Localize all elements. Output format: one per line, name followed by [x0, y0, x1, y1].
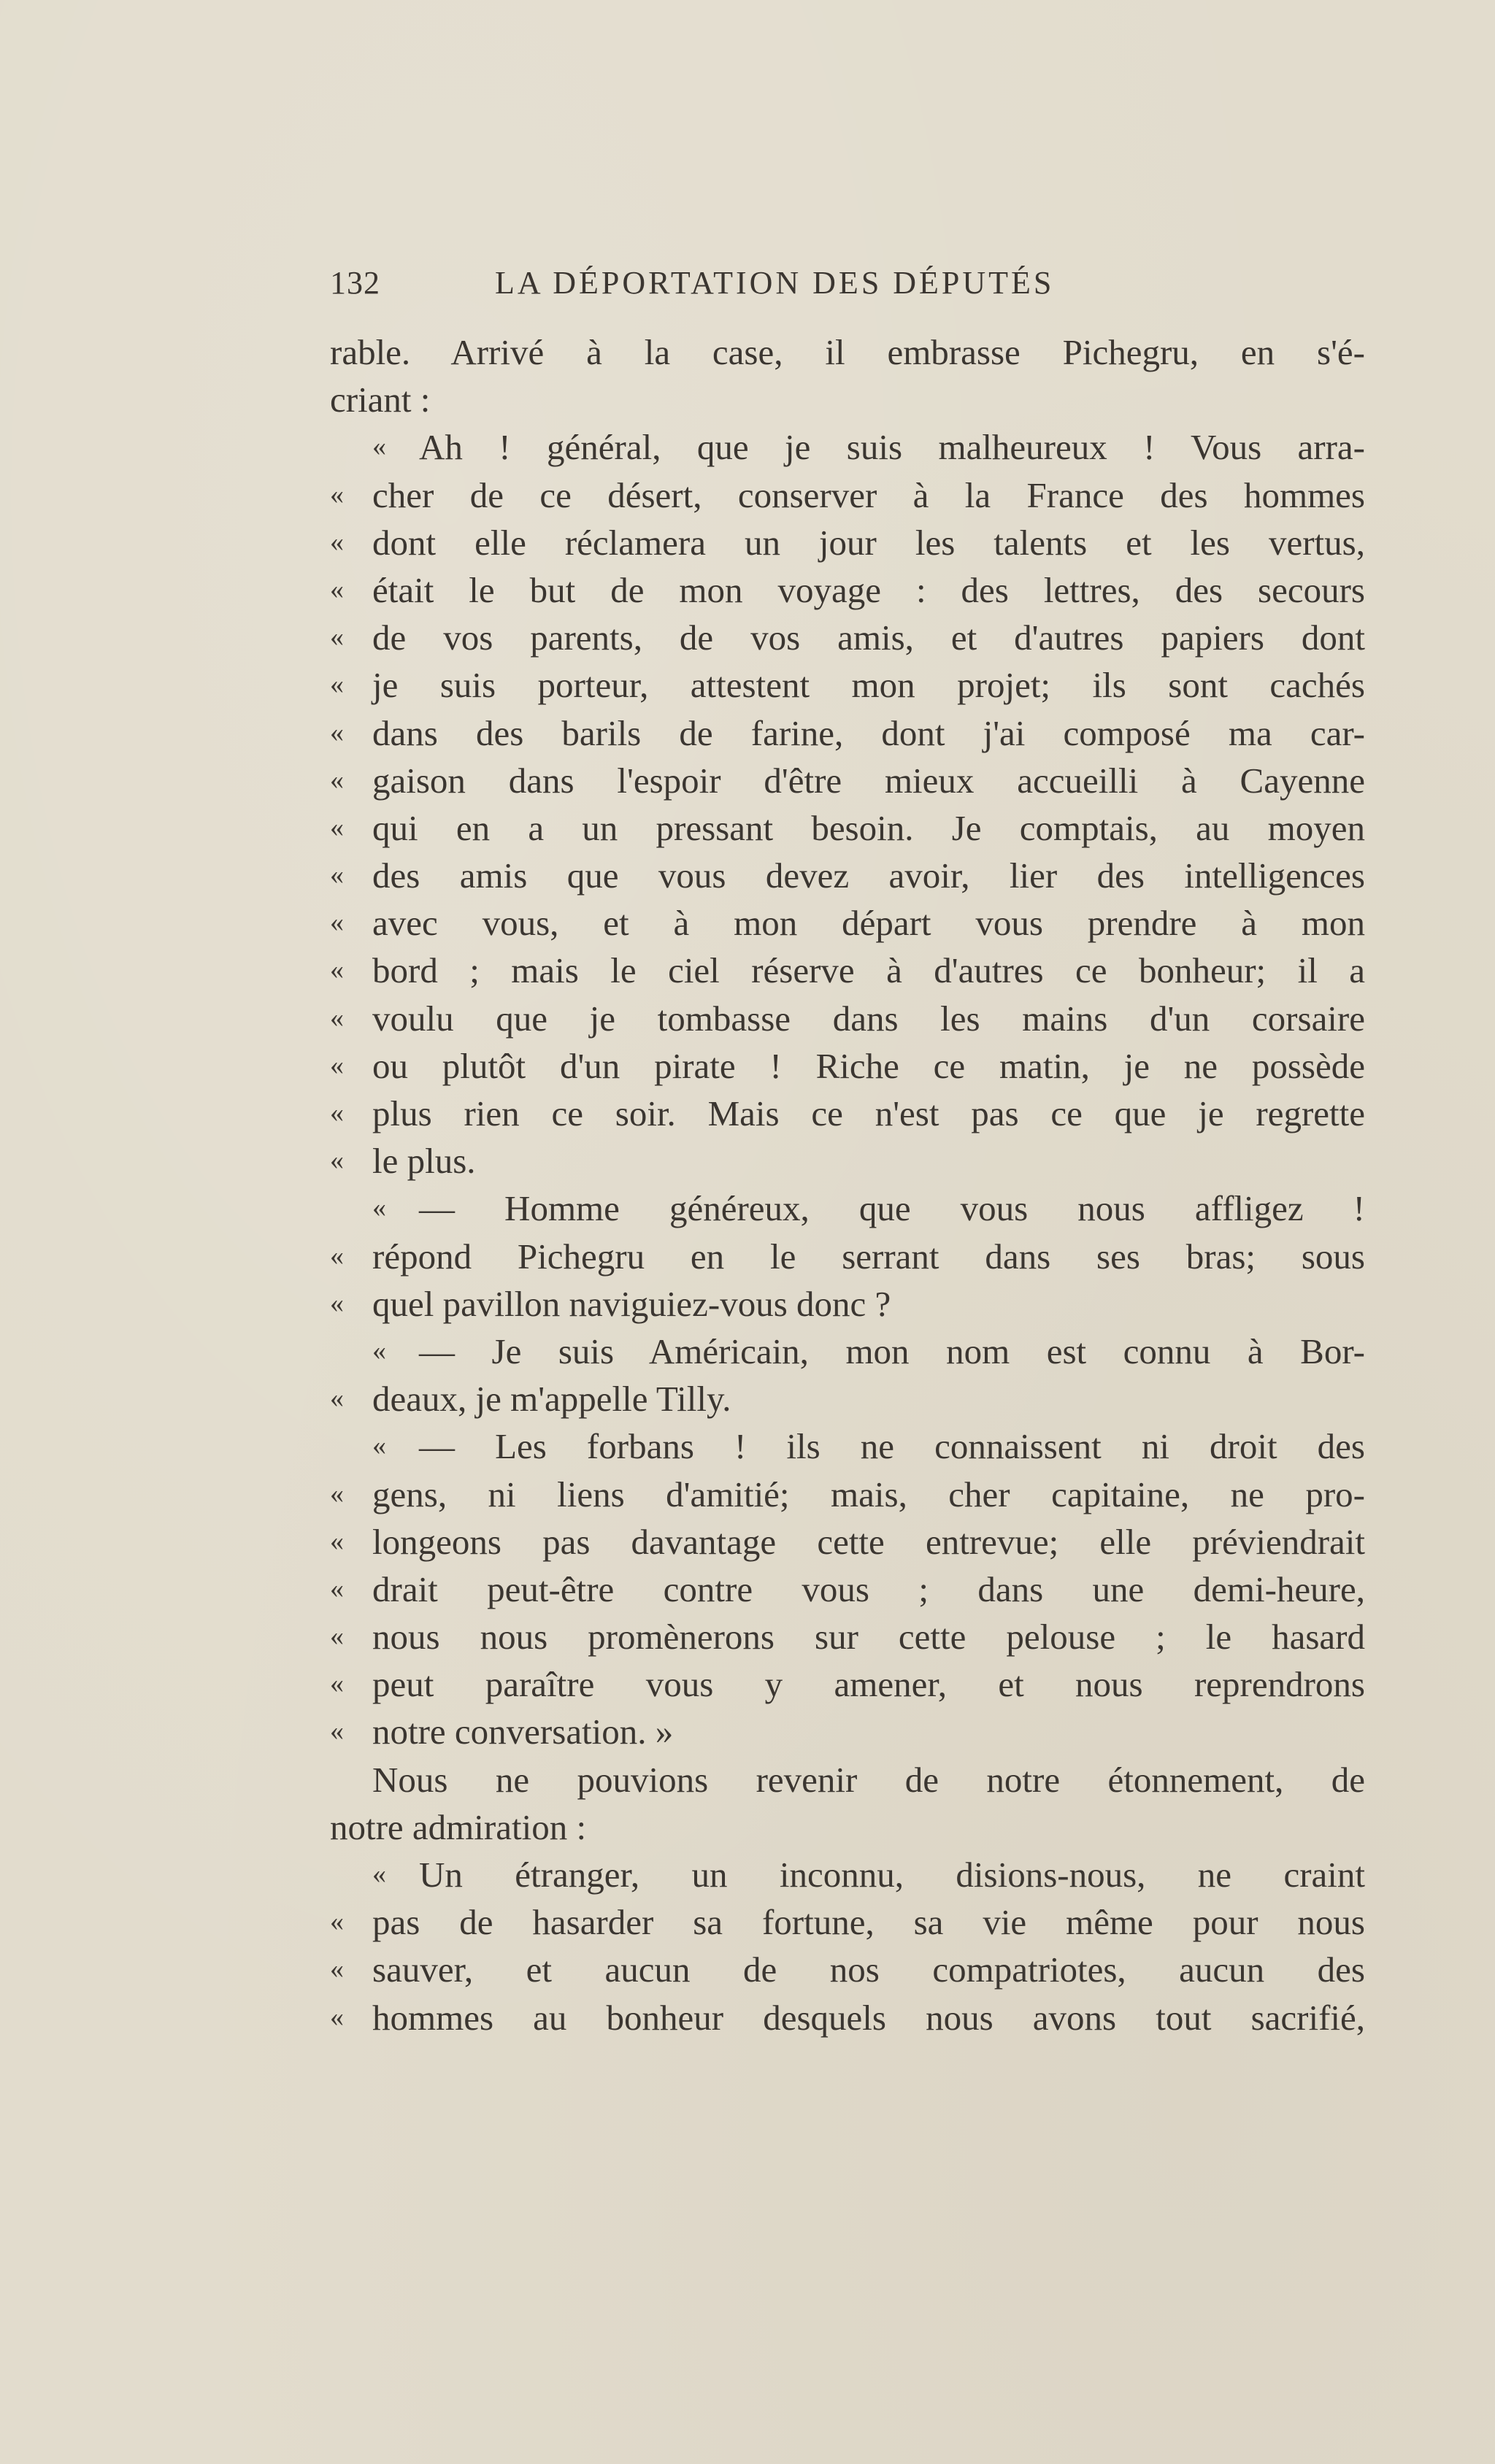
quote-marker: « — [330, 622, 344, 653]
quote-marker: « — [330, 1573, 344, 1604]
quote-marker: « — [330, 1906, 344, 1938]
text-line — [330, 1090, 1365, 1137]
text-line — [330, 1803, 1365, 1851]
line-text: gens, ni liens d'amitié; mais, cher capitaine, ne pro- — [372, 1474, 1365, 1514]
quote-marker: « — [330, 1240, 344, 1271]
line-text: notre admiration : — [330, 1806, 587, 1847]
quote-marker: « — [330, 955, 344, 986]
line-text: était le but de mon voyage : des lettres, des secours — [372, 569, 1365, 610]
page-number: 132 — [330, 265, 380, 301]
quote-marker: « — [372, 1859, 386, 1890]
text-line — [330, 614, 1365, 661]
text-line — [330, 852, 1365, 899]
line-text: dont elle réclamera un jour les talents et les vertus, — [372, 522, 1365, 563]
quote-marker: « — [330, 1478, 344, 1509]
line-text: qui en a un pressant besoin. Je comptais, au moyen — [372, 807, 1365, 848]
text-line — [330, 423, 1365, 471]
line-text: ou plutôt d'un pirate ! Riche ce matin, je ne possède — [372, 1045, 1365, 1086]
text-line — [330, 1660, 1365, 1708]
quote-marker: « — [372, 1335, 386, 1366]
line-text: le plus. — [372, 1141, 476, 1182]
quote-marker: « — [330, 1668, 344, 1700]
quote-marker: « — [330, 1145, 344, 1177]
text-line — [330, 709, 1365, 757]
line-text: Nous ne pouvions revenir de notre étonnement, de — [372, 1759, 1365, 1800]
text-line — [330, 1375, 1365, 1422]
text-line — [330, 566, 1365, 614]
body-text — [330, 328, 1365, 2041]
quote-marker: « — [372, 431, 386, 463]
line-text: avec vous, et à mon départ vous prendre à mon — [372, 903, 1365, 944]
text-line — [330, 804, 1365, 852]
quote-marker: « — [330, 1098, 344, 1128]
quote-marker: « — [330, 479, 344, 510]
line-text: peut paraître vous y amener, et nous reprendrons — [372, 1664, 1365, 1705]
line-text: — Les forbans ! ils ne connaissent ni droit des — [419, 1426, 1365, 1467]
line-text: nous nous promènerons sur cette pelouse ; le hasard — [372, 1617, 1365, 1658]
line-text: deaux, je m'appelle Tilly. — [372, 1379, 731, 1420]
text-line — [330, 1708, 1365, 1755]
quote-marker: « — [330, 1525, 344, 1557]
line-text: des amis que vous devez avoir, lier des intelligences — [372, 855, 1365, 896]
text-line — [330, 1756, 1365, 1803]
text-line — [330, 1137, 1365, 1185]
quote-marker: « — [330, 907, 344, 939]
quote-marker: « — [330, 574, 344, 605]
quote-marker: « — [330, 669, 344, 701]
line-text: je suis porteur, attestent mon projet; ils sont cachés — [372, 665, 1365, 706]
text-line — [330, 1328, 1365, 1375]
quote-marker: « — [330, 812, 344, 843]
text-line — [330, 661, 1365, 709]
text-line — [330, 519, 1365, 566]
line-text: quel pavillon naviguiez-vous donc ? — [372, 1283, 891, 1324]
line-text: dans des barils de farine, dont j'ai composé ma car- — [372, 712, 1365, 753]
line-text: pas de hasarder sa fortune, sa vie même pour nous — [372, 1902, 1365, 1943]
line-text: — Je suis Américain, mon nom est connu à Bor- — [419, 1331, 1365, 1371]
quote-marker: « — [330, 2001, 344, 2033]
quote-marker: « — [330, 764, 344, 796]
line-text: Un étranger, un inconnu, disions-nous, ne craint — [419, 1855, 1365, 1895]
line-text: plus rien ce soir. Mais ce n'est pas ce que je regrette — [372, 1093, 1365, 1133]
text-line — [330, 1566, 1365, 1613]
text-line — [330, 328, 1365, 376]
line-text: de vos parents, de vos amis, et d'autres papiers dont — [372, 617, 1365, 658]
running-head — [330, 260, 1367, 311]
quote-marker: « — [330, 860, 344, 891]
running-head-title: LA DÉPORTATION DES DÉPUTÉS — [495, 265, 1055, 301]
text-line — [330, 1518, 1365, 1566]
text-line — [330, 376, 1365, 423]
text-line — [330, 1613, 1365, 1660]
text-line — [330, 1233, 1365, 1280]
text-line — [330, 947, 1365, 994]
line-text: criant : — [330, 380, 431, 420]
quote-marker: « — [372, 1431, 386, 1462]
text-line — [330, 899, 1365, 947]
line-text: sauver, et aucun de nos compatriotes, aucun des — [372, 1949, 1365, 1990]
quote-marker: « — [330, 1716, 344, 1747]
text-line — [330, 1280, 1365, 1328]
text-line — [330, 471, 1365, 519]
text-line — [330, 1185, 1365, 1232]
line-text: voulu que je tombasse dans les mains d'un corsaire — [372, 998, 1365, 1039]
text-line — [330, 1946, 1365, 1993]
line-text: drait peut-être contre vous ; dans une demi-heure, — [372, 1568, 1365, 1609]
line-text: Ah ! général, que je suis malheureux ! Vous arra- — [419, 427, 1365, 468]
text-line — [330, 1042, 1365, 1090]
text-line — [330, 1898, 1365, 1946]
line-text: — Homme généreux, que vous nous affligez ! — [419, 1188, 1365, 1229]
line-text: répond Pichegru en le serrant dans ses bras; sous — [372, 1236, 1365, 1277]
quote-marker: « — [330, 1954, 344, 1985]
text-line — [330, 1422, 1365, 1470]
text-line — [330, 995, 1365, 1042]
text-line — [330, 757, 1365, 804]
text-line — [330, 1994, 1365, 2041]
quote-marker: « — [330, 1050, 344, 1081]
line-text: gaison dans l'espoir d'être mieux accueilli à Cayenne — [372, 760, 1365, 801]
quote-marker: « — [330, 1287, 344, 1319]
line-text: hommes au bonheur desquels nous avons tout sacrifié, — [372, 1997, 1365, 2038]
line-text: longeons pas davantage cette entrevue; elle préviendrait — [372, 1521, 1365, 1562]
line-text: cher de ce désert, conserver à la France des hommes — [372, 474, 1365, 515]
line-text: rable. Arrivé à la case, il embrasse Pichegru, en s'é- — [330, 332, 1365, 372]
quote-marker: « — [372, 1193, 386, 1224]
quote-marker: « — [330, 526, 344, 558]
line-text: notre conversation. » — [372, 1712, 674, 1752]
quote-marker: « — [330, 1002, 344, 1033]
text-line — [330, 1851, 1365, 1898]
text-line — [330, 1471, 1365, 1518]
quote-marker: « — [330, 1621, 344, 1652]
quote-marker: « — [330, 717, 344, 748]
quote-marker: « — [330, 1383, 344, 1414]
line-text: bord ; mais le ciel réserve à d'autres ce bonheur; il a — [372, 950, 1365, 991]
